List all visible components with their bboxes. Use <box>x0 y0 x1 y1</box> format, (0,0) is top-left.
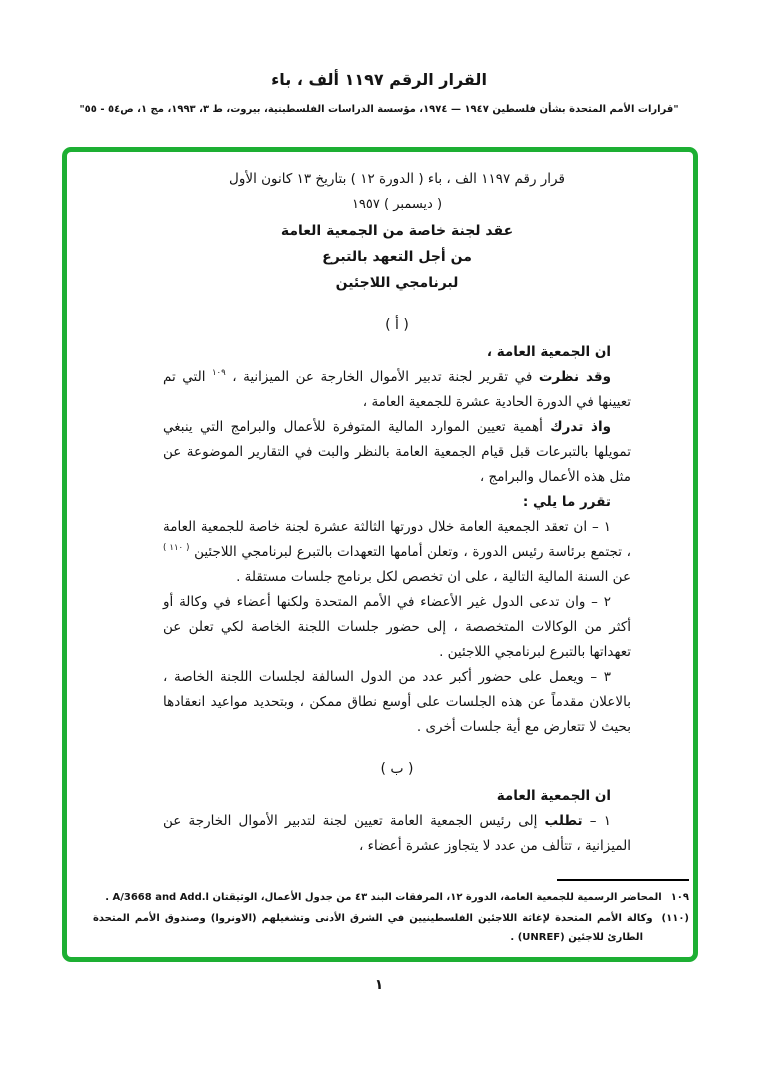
heading-subject-3: لبرنامجي اللاجئين <box>335 275 459 291</box>
footnote-110 <box>93 909 689 947</box>
source-citation: "قرارات الأمم المتحدة بشأن فلسطين ١٩٤٧ — ١٩٧٤، مؤسسة الدراسات الفلسطينية، بيروت، ط ٣، ١٩٩٣، مج ١، ص٥٤ - ٥٥" <box>79 104 679 115</box>
footnote-number: ١٠٩ <box>670 892 689 903</box>
paragraph-text: في تقرير لجنة تدبير الأموال الخارجة عن الميزانية ، <box>225 369 539 385</box>
footnote-divider <box>557 879 689 881</box>
heading-line-2: ( ديسمبر ) ١٩٥٧ <box>351 197 443 212</box>
footnotes <box>93 879 689 949</box>
heading-subject-2: من أجل التعهد بالتبرع <box>322 249 472 265</box>
paragraph-lead: واذ تدرك <box>550 419 611 435</box>
doc-heading <box>163 166 631 296</box>
paragraph-lead: وقد نظرت <box>538 369 611 385</box>
heading-line-1: قرار رقم ١١٩٧ الف ، باء ( الدورة ١٢ ) بتاريخ ١٣ كانون الأول <box>229 171 565 187</box>
paragraph-recognizing <box>163 415 631 490</box>
section-a-item-3: ٣ – ويعمل على حضور أكبر عدد من الدول السالفة لجلسات اللجنة الخاصة ، بالاعلان مقدماً عن هذه الجلسات على أوسع نطاق ممكن ، وبتحديد مواعيد انعقادها بحيث لا تتعارض مع أية جلسات أخرى . <box>163 669 631 735</box>
section-a-item-2: ٢ – وان تدعى الدول غير الأعضاء في الأمم المتحدة ولكنها أعضاء في وكالة أو أكثر من الوكالات المتخصصة ، إلى حضور جلسات اللجنة الخاصة لكي تعلن عن تعهداتها بالتبرع لبرنامجي اللاجئين . <box>163 594 631 660</box>
footnote-text: المحاضر الرسمية للجمعية العامة، الدورة ١٢، المرفقات البند ٤٣ من جدول الأعمال، الوثيقتان A/3668 and Add.l . <box>105 892 662 903</box>
footnote-109 <box>93 888 689 907</box>
item-text: إلى رئيس الجمعية العامة تعيين لجنة لتدبير الأموال الخارجة عن الميزانية ، تتألف من عدد لا يتجاوز عشرة أعضاء ، <box>163 813 631 854</box>
item-text: عن السنة المالية التالية ، على ان تخصص لكل برنامج جلسات مستقلة . <box>236 569 631 585</box>
paragraph-lead: تطلب <box>544 813 583 829</box>
paragraph-lead: تقرر ما يلي : <box>522 494 611 510</box>
paragraph-text: أهمية تعيين الموارد المالية المتوفرة للأعمال والبرامج التي ينبغي تمويلها بالتبرعات قبل قيام الجمعية العامة بالنظر والبت في التقارير الموضوعة عن مثل هذه الأعمال والبرامج ، <box>163 419 631 485</box>
heading-subject-1: عقد لجنة خاصة من الجمعية العامة <box>280 223 514 239</box>
section-a-item-1 <box>163 515 631 590</box>
section-b-intro: ان الجمعية العامة <box>496 788 611 804</box>
item-number: ١ – <box>582 813 611 829</box>
paragraph-text: التي تم تعيينها في الدورة الحادية عشرة للجمعية العامة ، <box>163 369 631 410</box>
footnote-ref-109: ١٠٩ <box>211 368 226 378</box>
footnote-ref-110: ( ١١٠ ) <box>163 543 190 553</box>
footnote-number: (١١٠) <box>661 913 689 924</box>
section-a-intro: ان الجمعية العامة ، <box>486 344 611 360</box>
section-a-label: ( أ ) <box>385 317 409 333</box>
page-number: ١ <box>374 977 384 993</box>
paragraph-considered <box>163 365 631 415</box>
resolution-body <box>67 152 693 859</box>
resolution-box <box>62 147 698 962</box>
section-b-label: ( ب ) <box>380 761 414 777</box>
item-text: ١ – ان تعقد الجمعية العامة خلال دورتها الثالثة عشرة لجنة خاصة للجمعية العامة ، تجتمع برئاسة رئيس الدورة ، وتعلن أمامها التعهدات بالتبرع لبرنامجي اللاجئين <box>163 519 631 560</box>
section-b-item-1 <box>163 809 631 859</box>
paragraph-decides <box>163 490 631 515</box>
footnote-text: وكالة الأمم المتحدة لإغاثة اللاجئين الفلسطينيين في الشرق الأدنى وتشغيلهم (الاونروا) وصندوق الأمم المتحدة الطارئ للاجئين (UNREF) . <box>93 913 653 943</box>
page-title: القرار الرقم ١١٩٧ ألف ، باء <box>271 70 487 89</box>
